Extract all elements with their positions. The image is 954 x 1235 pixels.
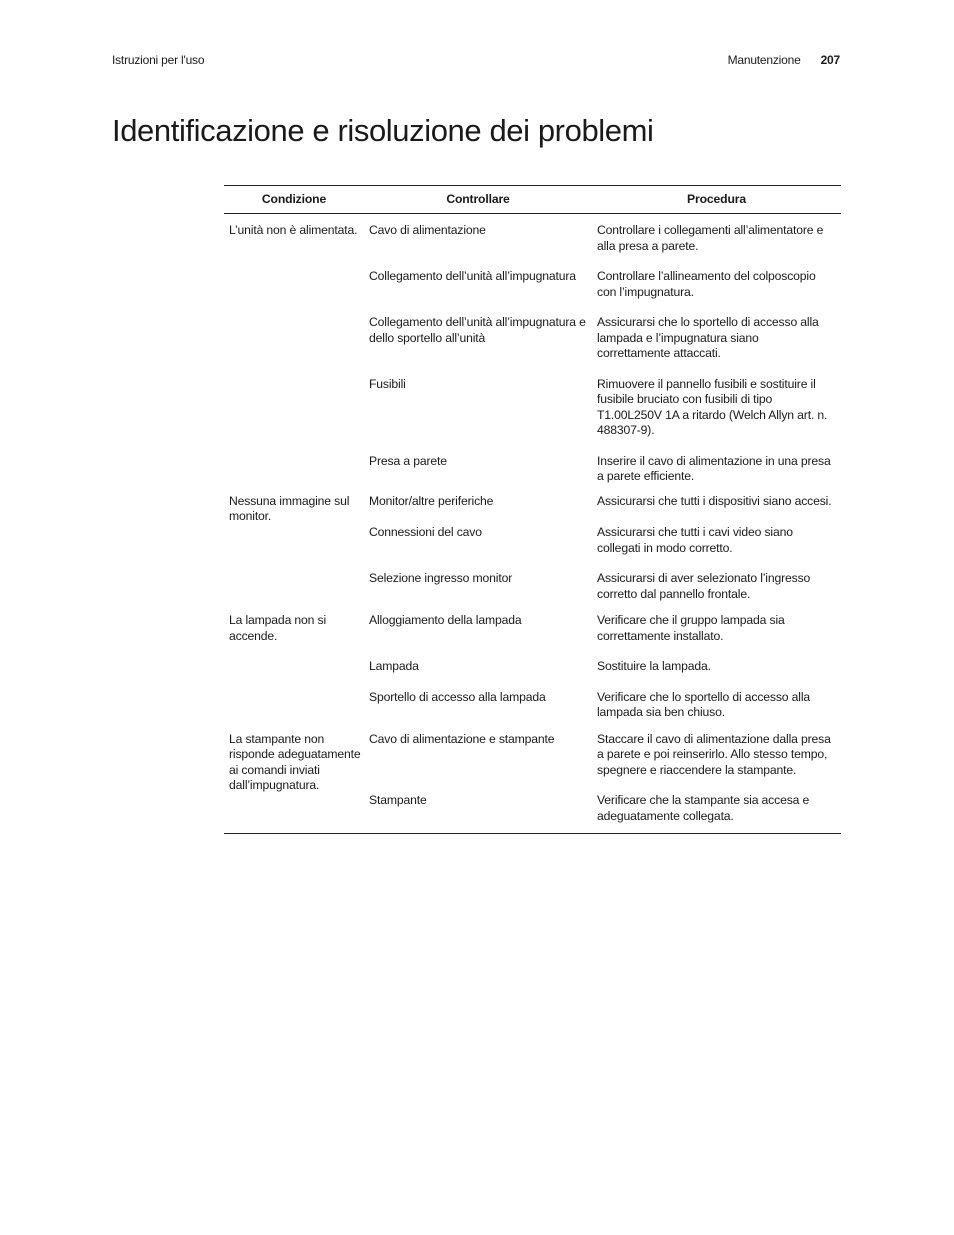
condition-group <box>224 494 841 614</box>
check-cell: Collegamento dell’unità all’impugnatura <box>369 269 576 283</box>
check-cell: Connessioni del cavo <box>369 525 482 539</box>
column-header-condition: Condizione <box>261 191 327 206</box>
table-row <box>364 223 841 269</box>
condition-cell: La lampada non si accende. <box>229 613 327 643</box>
condition-group <box>224 214 841 494</box>
procedure-cell: Controllare l’allineamento del colposcopio con l’impugnatura. <box>597 269 816 299</box>
page-title: Identificazione e risoluzione dei problemi <box>112 113 654 148</box>
table-row <box>364 494 841 526</box>
table-row <box>364 793 841 824</box>
check-cell: Cavo di alimentazione e stampante <box>369 731 555 746</box>
check-cell: Selezione ingresso monitor <box>369 571 513 585</box>
condition-cell: La stampante non risponde adeguatamente ai comandi inviati dall’impugnatura. <box>229 731 361 792</box>
table-row <box>364 454 841 494</box>
check-cell: Lampada <box>369 659 419 673</box>
check-cell: Cavo di alimentazione <box>369 223 486 237</box>
table-header-row <box>224 186 841 214</box>
procedure-cell: Sostituire la lampada. <box>597 659 711 673</box>
check-cell: Alloggiamento della lampada <box>369 613 522 627</box>
table-row <box>364 613 841 659</box>
table-row <box>364 377 841 454</box>
procedure-cell: Staccare il cavo di alimentazione dalla presa a parete e poi reinserirlo. Allo stesso tempo, spegnere e riaccendere la stampante. <box>597 731 831 777</box>
condition-cell: Nessuna immagine sul monitor. <box>229 493 350 523</box>
check-cell: Fusibili <box>369 376 406 391</box>
check-cell: Collegamento dell’unità all’impugnatura e dello sportello all’unità <box>369 315 586 345</box>
condition-group <box>224 613 841 732</box>
procedure-cell: Verificare che la stampante sia accesa e adeguatamente collegata. <box>597 793 810 823</box>
check-cell: Stampante <box>369 793 427 807</box>
condition-group <box>224 732 841 834</box>
procedure-cell: Controllare i collegamenti all’alimentatore e alla presa a parete. <box>597 223 824 253</box>
table-row <box>364 690 841 732</box>
procedure-cell: Assicurarsi che tutti i dispositivi siano accesi. <box>597 493 832 508</box>
column-header-procedure: Procedura <box>687 191 746 206</box>
check-cell: Sportello di accesso alla lampada <box>369 689 546 704</box>
running-header-doc-title: Istruzioni per l'uso <box>112 53 205 67</box>
running-header-section: Manutenzione <box>727 53 801 67</box>
table-row <box>364 732 841 794</box>
troubleshooting-table <box>224 185 841 834</box>
table-row <box>364 525 841 571</box>
page-number: 207 <box>820 53 840 67</box>
procedure-cell: Verificare che lo sportello di accesso alla lampada sia ben chiuso. <box>597 689 811 719</box>
procedure-cell: Inserire il cavo di alimentazione in una presa a parete efficiente. <box>597 453 831 483</box>
procedure-cell: Rimuovere il pannello fusibili e sostituire il fusibile bruciato con fusibili di tipo T1.00L250V 1A a ritardo (Welch Allyn art. n. 488307-9). <box>597 376 828 437</box>
table-row <box>364 659 841 690</box>
column-header-check: Controllare <box>446 191 510 206</box>
table-body <box>224 214 841 833</box>
running-header-right <box>728 53 840 67</box>
check-cell: Presa a parete <box>369 453 447 468</box>
procedure-cell: Assicurarsi di aver selezionato l’ingresso corretto dal pannello frontale. <box>597 571 811 601</box>
procedure-cell: Assicurarsi che lo sportello di accesso alla lampada e l’impugnatura siano correttamente attaccati. <box>597 315 819 360</box>
procedure-cell: Assicurarsi che tutti i cavi video siano collegati in modo corretto. <box>597 525 793 555</box>
table-row <box>364 269 841 315</box>
table-row <box>364 571 841 613</box>
condition-cell: L’unità non è alimentata. <box>229 223 358 237</box>
table-row <box>364 315 841 377</box>
procedure-cell: Verificare che il gruppo lampada sia correttamente installato. <box>597 613 785 643</box>
check-cell: Monitor/altre periferiche <box>369 493 494 508</box>
